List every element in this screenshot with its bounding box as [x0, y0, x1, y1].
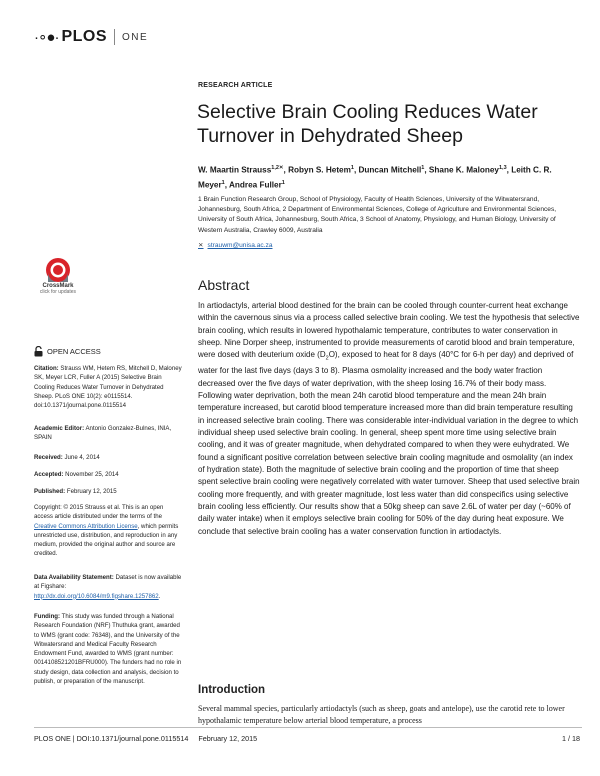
footer-citation: PLOS ONE | DOI:10.1371/journal.pone.0115514 February 12, 2015	[34, 734, 258, 743]
introduction-text: Several mammal species, particularly artiodactyls (such as sheep, goats and antelope), use the carotid rete to lower hypothalamic temperature below arterial blood temperature, a process	[198, 704, 565, 726]
corresponding-marker: ⨯	[198, 242, 204, 249]
introduction-heading: Introduction	[198, 684, 266, 696]
accepted-block	[34, 470, 184, 479]
author-affiliation-sup: 1	[350, 165, 354, 171]
copyright-text-end: , which permits unrestricted use, distribution, and reproduction in any medium, provided the original author and source are credited.	[34, 522, 179, 558]
article-title: Selective Brain Cooling Reduces Water Turnover in Dehydrated Sheep	[197, 101, 538, 147]
abstract-heading: Abstract	[198, 277, 250, 293]
journal-logo[interactable]	[34, 28, 148, 46]
logo-divider	[114, 29, 115, 45]
editor-label: Academic Editor:	[34, 425, 85, 432]
author-name[interactable]: Shane K. Maloney	[428, 165, 499, 175]
open-access-label: OPEN ACCESS	[47, 347, 101, 356]
open-access-badge	[34, 346, 101, 357]
citation-block	[34, 364, 184, 410]
academic-editor-block	[34, 424, 184, 443]
author-name[interactable]: Andrea Fuller	[228, 180, 282, 190]
funding-block	[34, 612, 184, 686]
received-block	[34, 453, 184, 462]
crossmark-icon	[36, 256, 80, 286]
author-affiliation-sup: 1	[281, 179, 285, 186]
crossmark-label: CrossMark click for updates	[39, 283, 77, 295]
received-label: Received:	[34, 454, 63, 461]
published-date: February 12, 2015	[66, 488, 117, 495]
copyright-block	[34, 503, 184, 559]
author-affiliation-sup: 1,3	[499, 165, 507, 171]
figshare-link[interactable]: http://dx.doi.org/10.6084/m9.figshare.1257862	[34, 592, 159, 600]
corresponding-email[interactable]	[198, 241, 273, 249]
editor-text: Antonio Gonzalez-Bulnes, INIA, SPAIN	[34, 425, 172, 442]
logo-dots-icon: ·∘●·	[34, 29, 59, 46]
logo-one: ONE	[122, 31, 149, 43]
funding-label: Funding:	[34, 613, 61, 620]
open-lock-icon	[34, 346, 43, 357]
funding-text: This study was funded through a National Research Foundation (NRF) Thuthuka grant, awarded to WMS (grant code: 76348), and the University of the Witwatersrand and Medical Faculty Research Endowment Fund, awarded to WMS (grant number: 0014108521201BFRU000). The funders had no role in study design, data collection and analysis, decision to publish, or preparation of the manuscript.	[34, 613, 182, 686]
received-date: June 4, 2014	[64, 454, 100, 461]
accepted-label: Accepted:	[34, 471, 64, 478]
abstract-text: In artiodactyls, arterial blood destined for the brain can be cooled through counter-current heat exchange within the cavernous sinus via a process called selective brain cooling. We test the hypothesis that selective brain cooling, which results in lowered hypothalamic temperature, contributes to water conservation in sheep. Nine Dorper sheep, instrumented to provide measurements of carotid blood and brain temperature, were dosed with deuterium oxide $(D_2O)$, exposed to heat for 8 days (40°C for 6-h per day) and deprived of water for the last five days (days 3 to 8). Plasma osmolality increased and the body water fraction decreased over the five days of water deprivation, with the sheep losing 16.7% of their body mass. Following water deprivation, both the mean 24h carotid blood temperature and the mean 24h brain temperature increased, but carotid blood temperature increased more than did brain temperature resulting in increased selective brain cooling. There was considerable inter-individual variation in the degree to which individual sheep used selective brain cooling. In general, sheep spent more time using selective brain cooling, and it was of greater magnitude, when dehydrated compared to when they were euhydrated. We found a significant positive correlation between selective brain cooling magnitude and osmolality (an index of hydration state). Both the magnitude of selective brain cooling and the proportion of time that sheep spent selective brain cooling were negatively correlated with water turnover. Sheep that used selective brain cooling more frequently, and with greater magnitude, lost less water than did conspecifics using selective brain cooling less efficiently. Our results show that a 50kg sheep can save 2.6L of water per day (~60% of daily water intake) when it employs selective brain cooling for 50% of the day during heat exposure. We conclude that selective brain cooling has a water conservation function in artiodactyls.	[198, 301, 580, 536]
article-type: RESEARCH ARTICLE	[198, 82, 273, 89]
published-label: Published:	[34, 488, 66, 495]
author-affiliation-sup: 1,2⨯	[271, 165, 284, 171]
logo-plos: PLOS	[61, 28, 108, 45]
accepted-date: November 25, 2014	[65, 471, 119, 478]
copyright-text: Copyright: © 2015 Strauss et al. This is an open access article distributed under the terms of the	[34, 504, 164, 521]
citation-label: Citation:	[34, 365, 59, 372]
author-affiliation-sup: 1	[221, 179, 225, 186]
data-availability-label: Data Availability Statement:	[34, 574, 114, 581]
author-list: W. Maartin Strauss$^{1,2⨯}$, Robyn S. Hetem$^1$, Duncan Mitchell$^1$, Shane K. Maloney$^{1,3}$, Leith C. R. Meyer$^1$, Andrea Fuller$^1$	[198, 165, 552, 190]
data-availability-text: Dataset is now available at Figshare:	[34, 574, 182, 591]
author-name[interactable]: Duncan Mitchell	[358, 165, 422, 175]
author-name[interactable]: Leith C. R. Meyer	[198, 165, 552, 190]
published-block	[34, 487, 184, 496]
affiliations: 1 Brain Function Research Group, School of Physiology, Faculty of Health Sciences, University of the Witwatersrand, Johannesburg, South Africa, 2 Department of Environmental Sciences, College of Agriculture and Environmental Sciences, University of South Africa, Johannesburg, South Africa, 3 School of Anatomy, Physiology, and Human Biology, University of Western Australia, Crawley 6009, Australia	[198, 196, 557, 234]
page-number: 1 / 18	[562, 734, 580, 743]
author-affiliation-sup: 1	[421, 165, 425, 171]
author-name[interactable]: Robyn S. Hetem	[288, 165, 351, 175]
data-availability-block: Data Availability Statement: Dataset is now available at Figshare: http://dx.doi.org/10.6084/m9.figshare.1257862.	[34, 574, 182, 600]
author-name[interactable]: W. Maartin Strauss	[198, 165, 272, 175]
email-address[interactable]: strauwm@unisa.ac.za	[207, 242, 273, 249]
license-link[interactable]: Creative Commons Attribution License	[34, 522, 138, 530]
footer-divider	[34, 727, 582, 728]
citation-text: Strauss WM, Hetem RS, Mitchell D, Maloney SK, Meyer LCR, Fuller A (2015) Selective Brain Cooling Reduces Water Turnover in Dehydrated Sheep. PLoS ONE 10(2): e0115514. doi:10.1371/journal.pone.0115514	[34, 365, 182, 410]
